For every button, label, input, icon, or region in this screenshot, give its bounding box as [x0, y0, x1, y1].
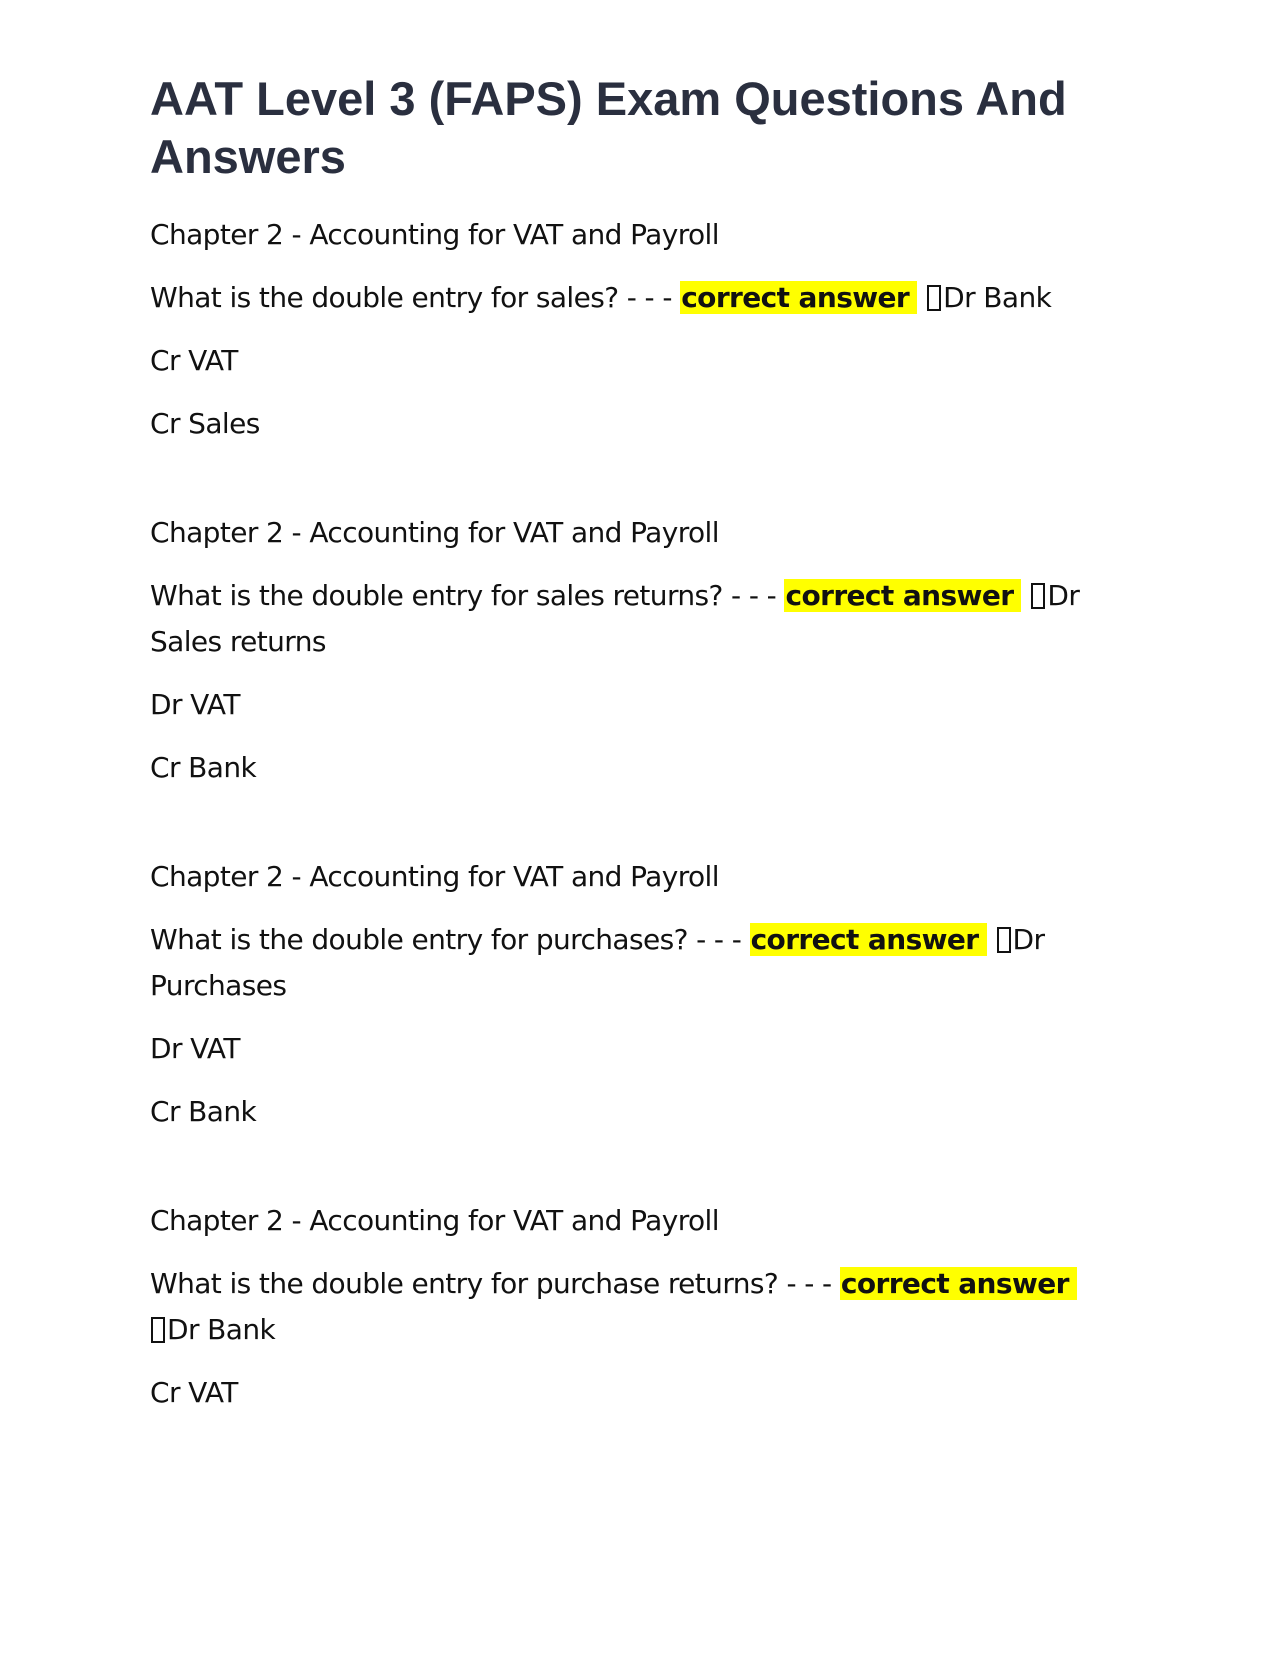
answer-line: Dr VAT: [150, 1032, 240, 1065]
correct-answer-marker: correct answer: [784, 579, 1021, 612]
question-line: [150, 917, 1140, 1009]
question-text: What is the double entry for sales returns? - - -: [150, 579, 777, 612]
document-title: AAT Level 3 (FAPS) Exam Questions And Answers: [150, 72, 1067, 183]
qa-block: [150, 212, 1140, 447]
answer-line: Cr Sales: [150, 407, 260, 440]
answer-text: Dr Sales returns: [150, 579, 1080, 658]
checkbox-icon: [1031, 583, 1045, 609]
checkbox-icon: [151, 1317, 165, 1343]
correct-answer-marker: correct answer: [750, 923, 987, 956]
checkbox-icon: [927, 285, 941, 311]
document-page: [150, 70, 1140, 1479]
answer-line: Cr VAT: [150, 1376, 238, 1409]
question-text: What is the double entry for sales? - - -: [150, 281, 672, 314]
answer-text: Dr Bank: [943, 281, 1052, 314]
correct-answer-marker: correct answer: [680, 281, 917, 314]
qa-block: [150, 510, 1140, 791]
question-line: [150, 275, 1140, 321]
qa-block: [150, 1198, 1140, 1416]
question-text: What is the double entry for purchases? - - -: [150, 923, 742, 956]
answer-line: Dr VAT: [150, 688, 240, 721]
question-text: What is the double entry for purchase returns? - - -: [150, 1267, 832, 1300]
chapter-heading: Chapter 2 - Accounting for VAT and Payroll: [150, 516, 719, 549]
answer-line: Cr VAT: [150, 344, 238, 377]
correct-answer-marker: correct answer: [840, 1267, 1077, 1300]
answer-line: Cr Bank: [150, 1095, 257, 1128]
chapter-heading: Chapter 2 - Accounting for VAT and Payroll: [150, 1204, 719, 1237]
qa-block: [150, 854, 1140, 1135]
question-line: [150, 1261, 1140, 1353]
checkbox-icon: [997, 927, 1011, 953]
answer-text: Dr Bank: [167, 1313, 276, 1346]
answer-text: Dr Purchases: [150, 923, 1045, 1002]
answer-line: Cr Bank: [150, 751, 257, 784]
chapter-heading: Chapter 2 - Accounting for VAT and Payroll: [150, 218, 719, 251]
chapter-heading: Chapter 2 - Accounting for VAT and Payroll: [150, 860, 719, 893]
question-line: [150, 573, 1140, 665]
